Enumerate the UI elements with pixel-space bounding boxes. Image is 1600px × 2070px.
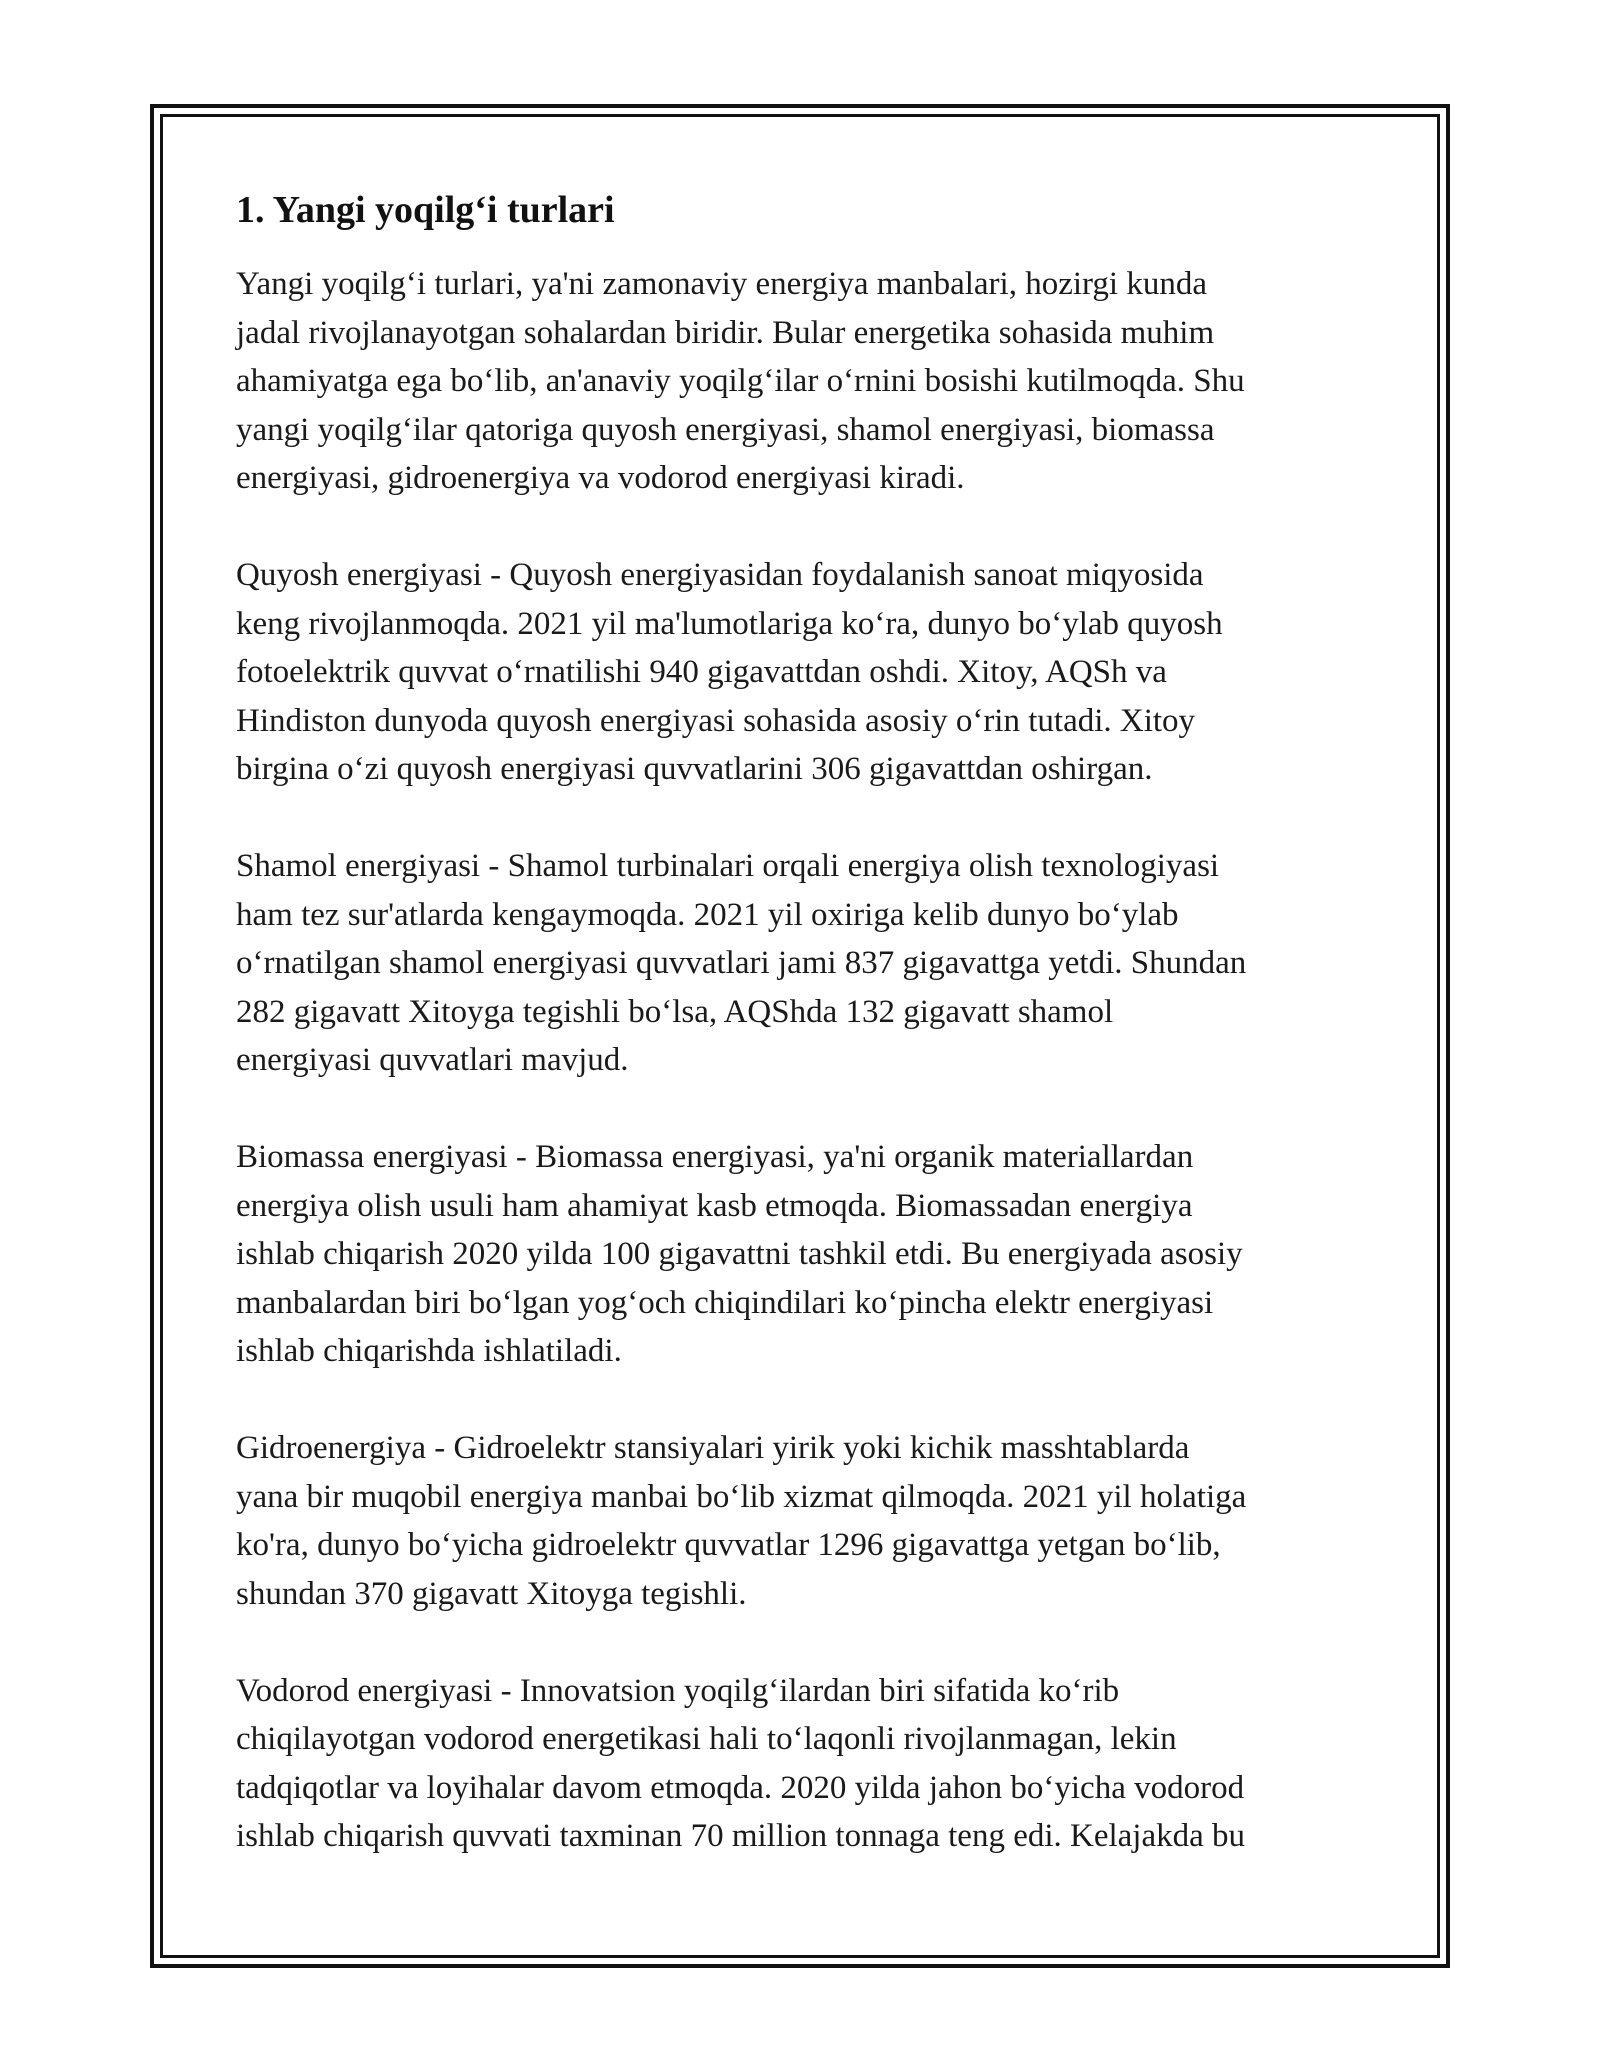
text-line: birgina o‘zi quyosh energiyasi quvvatlarini 306 gigavattdan oshirgan.: [236, 751, 1153, 787]
paragraph-solar: [236, 551, 1366, 794]
paragraph-hydro: [236, 1424, 1366, 1618]
text-line: fotoelektrik quvvat o‘rnatilishi 940 gigavattdan oshdi. Xitoy, AQSh va: [236, 654, 1167, 690]
text-line: ahamiyatga ega bo‘lib, an'anaviy yoqilg‘ilar o‘rnini bosishi kutilmoqda. Shu: [236, 363, 1245, 399]
text-line: ishlab chiqarishda ishlatiladi.: [236, 1333, 622, 1369]
paragraph-hydrogen: [236, 1667, 1366, 1861]
text-line: energiyasi quvvatlari mavjud.: [236, 1042, 629, 1078]
text-line: yangi yoqilg‘ilar qatoriga quyosh energiyasi, shamol energiyasi, biomassa: [236, 411, 1215, 448]
text-line: yana bir muqobil energiya manbai bo‘lib xizmat qilmoqda. 2021 yil holatiga: [236, 1478, 1247, 1515]
text-line: manbalardan biri bo‘lgan yog‘och chiqindilari ko‘pincha elektr energiyasi: [236, 1284, 1214, 1321]
text-line: keng rivojlanmoqda. 2021 yil ma'lumotlariga ko‘ra, dunyo bo‘ylab quyosh: [236, 605, 1223, 642]
document-body: [236, 186, 1366, 1909]
text-line: Biomassa energiyasi - Biomassa energiyasi, ya'ni organik materiallardan: [236, 1139, 1194, 1175]
text-line: o‘rnatilgan shamol energiyasi quvvatlari jami 837 gigavattga yetdi. Shundan: [236, 945, 1247, 981]
paragraph-wind: [236, 842, 1366, 1085]
text-line: energiya olish usuli ham ahamiyat kasb etmoqda. Biomassadan energiya: [236, 1187, 1193, 1224]
text-line: shundan 370 gigavatt Xitoyga tegishli.: [236, 1575, 747, 1612]
text-line: ishlab chiqarish 2020 yilda 100 gigavattni tashkil etdi. Bu energiyada asosiy: [236, 1236, 1243, 1272]
paragraph-intro: [236, 260, 1366, 503]
text-line: tadqiqotlar va loyihalar davom etmoqda. 2020 yilda jahon bo‘yicha vodorod: [236, 1769, 1245, 1806]
text-line: ko'ra, dunyo bo‘yicha gidroelektr quvvatlar 1296 gigavattga yetgan bo‘lib,: [236, 1527, 1221, 1563]
text-line: energiyasi, gidroenergiya va vodorod energiyasi kiradi.: [236, 460, 965, 496]
text-line: ishlab chiqarish quvvati taxminan 70 million tonnaga teng edi. Kelajakda bu: [236, 1818, 1246, 1854]
text-line: Yangi yoqilg‘i turlari, ya'ni zamonaviy energiya manbalari, hozirgi kunda: [236, 266, 1207, 302]
text-line: Gidroenergiya - Gidroelektr stansiyalari yirik yoki kichik masshtablarda: [236, 1430, 1190, 1466]
text-line: 282 gigavatt Xitoyga tegishli bo‘lsa, AQShda 132 gigavatt shamol: [236, 993, 1114, 1030]
text-line: Vodorod energiyasi - Innovatsion yoqilg‘ilardan biri sifatida ko‘rib: [236, 1672, 1120, 1709]
text-line: Shamol energiyasi - Shamol turbinalari orqali energiya olish texnologiyasi: [236, 848, 1220, 884]
text-line: jadal rivojlanayotgan sohalardan biridir. Bular energetika sohasida muhim: [236, 314, 1215, 351]
section-heading: 1. Yangi yoqilg‘i turlari: [236, 189, 615, 231]
text-line: ham tez sur'atlarda kengaymoqda. 2021 yil oxiriga kelib dunyo bo‘ylab: [236, 896, 1179, 933]
text-line: chiqilayotgan vodorod energetikasi hali to‘laqonli rivojlanmagan, lekin: [236, 1721, 1177, 1757]
paragraph-biomass: [236, 1133, 1366, 1376]
text-line: Quyosh energiyasi - Quyosh energiyasidan foydalanish sanoat miqyosida: [236, 557, 1204, 593]
text-line: Hindiston dunyoda quyosh energiyasi sohasida asosiy o‘rin tutadi. Xitoy: [236, 702, 1196, 739]
